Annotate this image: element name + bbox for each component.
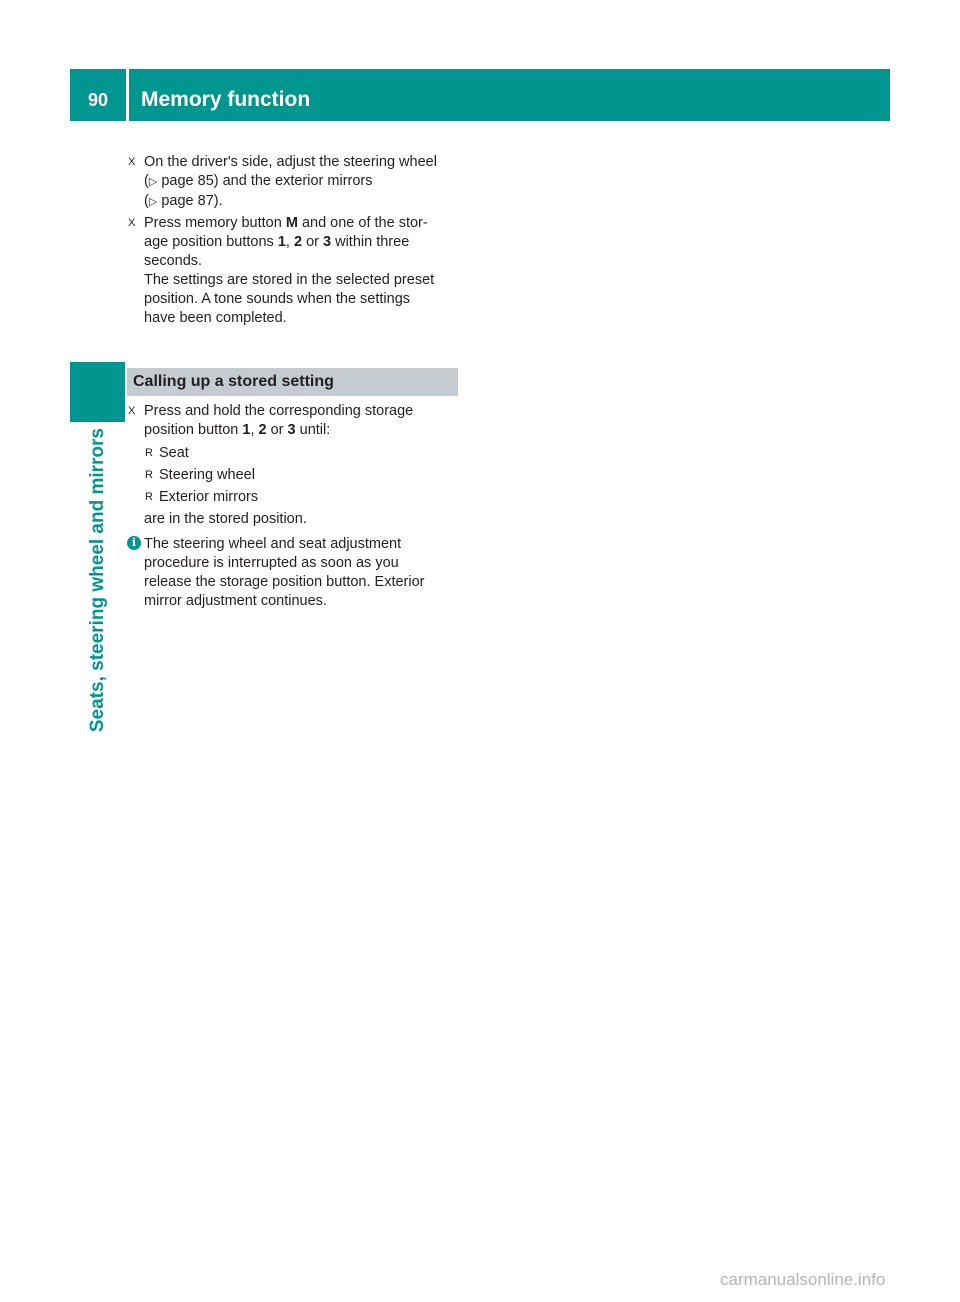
step-arrow-icon: X [128, 156, 136, 168]
step-adjust-wheel-mirrors [127, 153, 467, 212]
step-arrow-icon: X [128, 405, 136, 417]
info-text-line: mirror adjustment continues. [144, 593, 327, 609]
list-item [144, 442, 467, 464]
text-run: or [302, 234, 323, 250]
list-item-text: Steering wheel [159, 467, 255, 483]
ref-triangle-icon: ▷ [148, 196, 158, 208]
section-heading: Calling up a stored setting [127, 368, 458, 396]
list-item-text: Seat [159, 445, 189, 461]
header-divider [126, 69, 129, 121]
step-text-line: On the driver's side, adjust the steering wheel [144, 154, 437, 170]
text-run: or [266, 422, 288, 438]
text-run: Press memory button [144, 215, 286, 231]
position-button-label: 1 [277, 234, 286, 250]
text-run: , [285, 234, 294, 250]
text-run: and one of the stor- [297, 215, 428, 231]
text-run: until: [295, 422, 331, 438]
text-run: , [250, 422, 259, 438]
step-text-line: seconds. [144, 253, 203, 269]
position-button-label: 2 [293, 234, 303, 250]
step-ref-line[interactable] [144, 192, 467, 212]
step-text-line [144, 421, 467, 440]
info-icon: i [127, 536, 141, 550]
info-note [127, 535, 467, 611]
info-text-line: The steering wheel and seat adjustment [144, 536, 402, 552]
position-button-label: 3 [323, 234, 332, 250]
step-text-line [144, 233, 467, 252]
position-button-label: 1 [242, 422, 251, 438]
text-run: position button [144, 422, 243, 438]
page-reference-link[interactable]: page 85) and the exterior mirrors [161, 173, 373, 189]
position-button-label: 3 [287, 422, 296, 438]
bullet-icon: R [145, 491, 153, 503]
bullet-icon: R [145, 447, 153, 459]
step-press-and-hold [127, 402, 467, 440]
step-result-line: The settings are stored in the selected preset [144, 272, 435, 288]
ref-paren: ( [144, 193, 149, 209]
list-item [144, 464, 467, 486]
step-arrow-icon: X [128, 217, 136, 229]
ref-paren: ( [144, 173, 149, 189]
step-result-line: have been completed. [144, 310, 287, 326]
bullet-list [144, 442, 467, 508]
page-number: 90 [87, 90, 109, 110]
page-title: Memory function [141, 88, 311, 111]
chapter-label-text: Seats, steering wheel and mirrors [87, 428, 108, 733]
list-item-text: Exterior mirrors [159, 489, 259, 505]
step-result-line: position. A tone sounds when the settings [144, 291, 411, 307]
text-run: within three [331, 234, 410, 250]
info-text-line: procedure is interrupted as soon as you [144, 555, 399, 571]
step-press-memory-button [127, 214, 467, 328]
watermark-text: carmanualsonline.info [720, 1270, 886, 1289]
ref-triangle-icon: ▷ [148, 176, 158, 188]
page-reference-link[interactable]: page 87). [161, 193, 223, 209]
step-text-line [144, 214, 467, 233]
chapter-tab [70, 362, 125, 422]
list-item [144, 486, 467, 508]
step-ref-line[interactable] [144, 172, 467, 192]
step-text-line: Press and hold the corresponding storage [144, 403, 414, 419]
memory-button-label: M [285, 215, 298, 231]
text-run: age position buttons [144, 234, 278, 250]
after-bullets-text: are in the stored position. [144, 511, 307, 527]
info-text-line: release the storage position button. Exterior [144, 574, 425, 590]
position-button-label: 2 [258, 422, 267, 438]
bullet-icon: R [145, 469, 153, 481]
main-content [127, 153, 467, 611]
